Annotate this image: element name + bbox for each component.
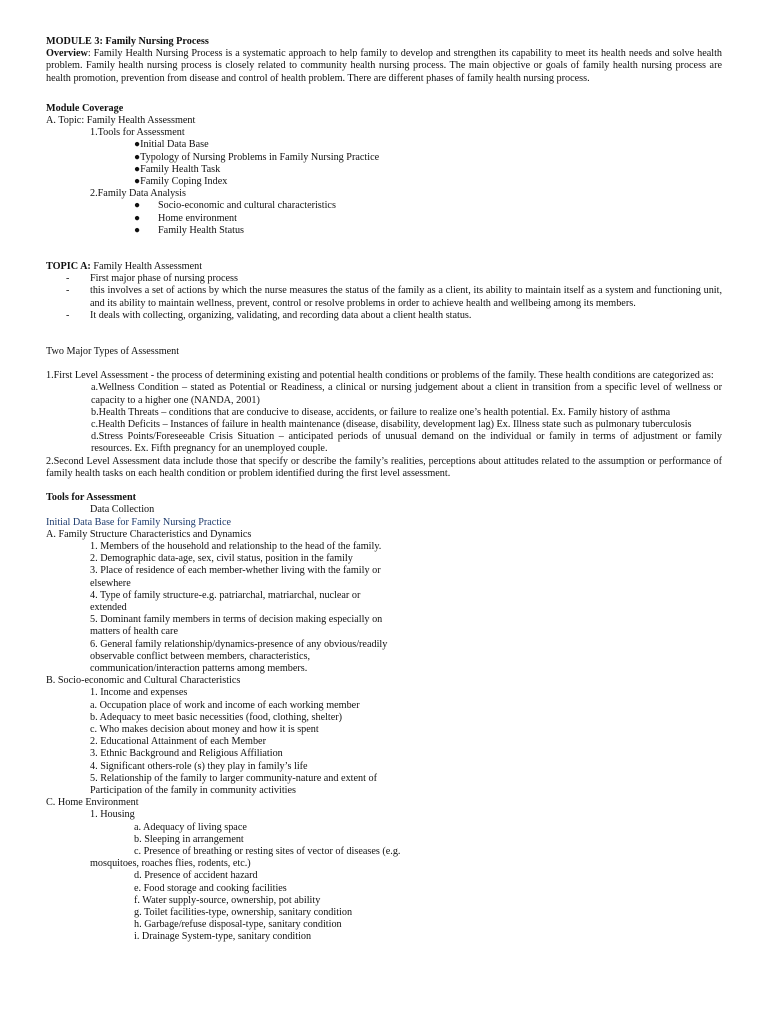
second-level-assessment: 2.Second Level Assessment data include those that specify or describe the family’s realities, perceptions about attitudes related to the assumption or performance of family health tasks on each health condition or problem identified during the first level assessment. [46,455,722,479]
coverage-analysis-item: ● Family Health Status [134,224,245,236]
section-b-line: Participation of the family in community activities [90,784,296,796]
first-level-sub: b.Health Threats – conditions that are conducive to disease, accidents, or failure to realize one’s health potential. Ex. Family history of asthma [91,406,671,418]
section-a-line: communication/interaction patterns among members. [90,662,308,674]
section-c-line: h. Garbage/refuse disposal-type, sanitary condition [134,919,342,931]
coverage-analysis-item: ● Home environment [134,212,237,224]
coverage-tool-item: ●Family Health Task [134,163,221,175]
section-a-line: matters of health care [90,626,178,638]
coverage-tool-item: ●Typology of Nursing Problems in Family Nursing Practice [134,151,380,163]
section-c-line: d. Presence of accident hazard [134,870,258,882]
section-a-line: 3. Place of residence of each member-whether living with the family or [90,565,381,577]
bullet-icon: ● [134,224,141,236]
section-b-line: c. Who makes decision about money and how it is spent [90,723,319,735]
topic-a-item: - It deals with collecting, organizing, validating, and recording data about a client health status. [66,309,472,321]
section-b-line: 3. Ethnic Background and Religious Affiliation [90,748,283,760]
two-types-heading: Two Major Types of Assessment [46,346,180,358]
section-c-line: mosquitoes, roaches flies, rodents, etc.) [90,858,251,870]
section-c-heading: C. Home Environment [46,797,139,809]
overview-paragraph [46,48,722,85]
section-a-line: elsewhere [90,577,131,589]
first-level-sub: c.Health Deficits – Instances of failure in health maintenance (disease, disability, development lag) Ex. Illness state such as pulmonary tuberculosis [91,419,692,431]
section-a-line: extended [90,601,127,613]
topic-a-item: - this involves a set of actions by which the nurse measures the status of the family as a client, its ability to maintain itself as a system and functioning unit, and its ability to maintain wellness, prevent, control or resolve problems in order to achieve health and wellbeing among its members. [66,285,722,309]
coverage-analysis-heading: 2.Family Data Analysis [90,188,186,200]
section-c-line: b. Sleeping in arrangement [134,833,244,845]
bullet-icon: ● [134,200,141,212]
section-b-line: b. Adequacy to meet basic necessities (food, clothing, shelter) [90,711,343,723]
first-level-sub: d.Stress Points/Foreseeable Crisis Situation – anticipated periods of unusual demand on the individual or family in terms of adjustment or family resources. Ex. Fifth pregnancy for an unemployed couple. [91,431,722,455]
section-c-housing: 1. Housing [90,809,135,821]
data-collection: Data Collection [90,504,155,516]
coverage-tools-heading: 1.Tools for Assessment [90,127,185,139]
initial-database-heading: Initial Data Base for Family Nursing Practice [46,516,232,528]
section-c-line: c. Presence of breathing or resting sites of vector of diseases (e.g. [134,845,401,857]
bullet-icon: ● [134,212,141,224]
module-title: MODULE 3: Family Nursing Process [46,36,209,47]
tools-heading: Tools for Assessment [46,492,136,504]
topic-a-heading: TOPIC A: Family Health Assessment [46,261,203,273]
section-c-line: e. Food storage and cooking facilities [134,882,287,894]
section-a-line: 6. General family relationship/dynamics-presence of any obvious/readily [90,638,388,650]
coverage-tool-item: ●Family Coping Index [134,176,228,188]
section-c-line: i. Drainage System-type, sanitary condition [134,931,312,943]
section-a-line: 2. Demographic data-age, sex, civil status, position in the family [90,553,353,565]
first-level-sub: a.Wellness Condition – stated as Potential or Readiness, a clinical or nursing judgement about a client in transition from a specific level of wellness or capacity to a higher one (NANDA, 2001) [91,382,722,406]
section-b-line: 4. Significant others-role (s) they play in family’s life [90,760,308,772]
coverage-topic: A. Topic: Family Health Assessment [46,115,196,127]
section-c-line: a. Adequacy of living space [134,821,247,833]
section-a-line: 1. Members of the household and relationship to the head of the family. [90,540,382,552]
section-b-line: 2. Educational Attainment of each Member [90,736,266,748]
section-a-heading: A. Family Structure Characteristics and Dynamics [46,528,252,540]
section-b-line: 5. Relationship of the family to larger community-nature and extent of [90,772,377,784]
section-a-line: 5. Dominant family members in terms of decision making especially on [90,614,383,626]
first-level-assessment: 1.First Level Assessment - the process of determining existing and potential health conditions or problems of the family. These health conditions are categorized as: [46,370,714,382]
coverage-heading: Module Coverage [46,102,124,114]
overview-text: : Family Health Nursing Process is a systematic approach to help family to develop and strengthen its capability to meet its health needs and solve health problem. Family health nursing process is closely related to community health nursing process. The main objective or goals of family health nursing process are health promotion, prevention from disease and control of health problem. There are different phases of family health nursing process. [46,48,722,84]
section-a-line: 4. Type of family structure-e.g. patriarchal, matriarchal, nuclear or [90,589,361,601]
overview-label: Overview [46,48,88,60]
section-b-line: a. Occupation place of work and income of each working member [90,699,360,711]
topic-a-item: - First major phase of nursing process [66,273,238,285]
section-b-heading: B. Socio-economic and Cultural Characteristics [46,675,241,687]
coverage-analysis-item: ● Socio-economic and cultural characteristics [134,200,336,212]
coverage-tool-item: ●Initial Data Base [134,139,209,151]
section-c-line: f. Water supply-source, ownership, pot ability [134,894,321,906]
section-a-line: observable conflict between members, characteristics, [90,650,311,662]
section-c-line: g. Toilet facilities-type, ownership, sanitary condition [134,907,353,918]
section-b-line: 1. Income and expenses [90,687,188,699]
